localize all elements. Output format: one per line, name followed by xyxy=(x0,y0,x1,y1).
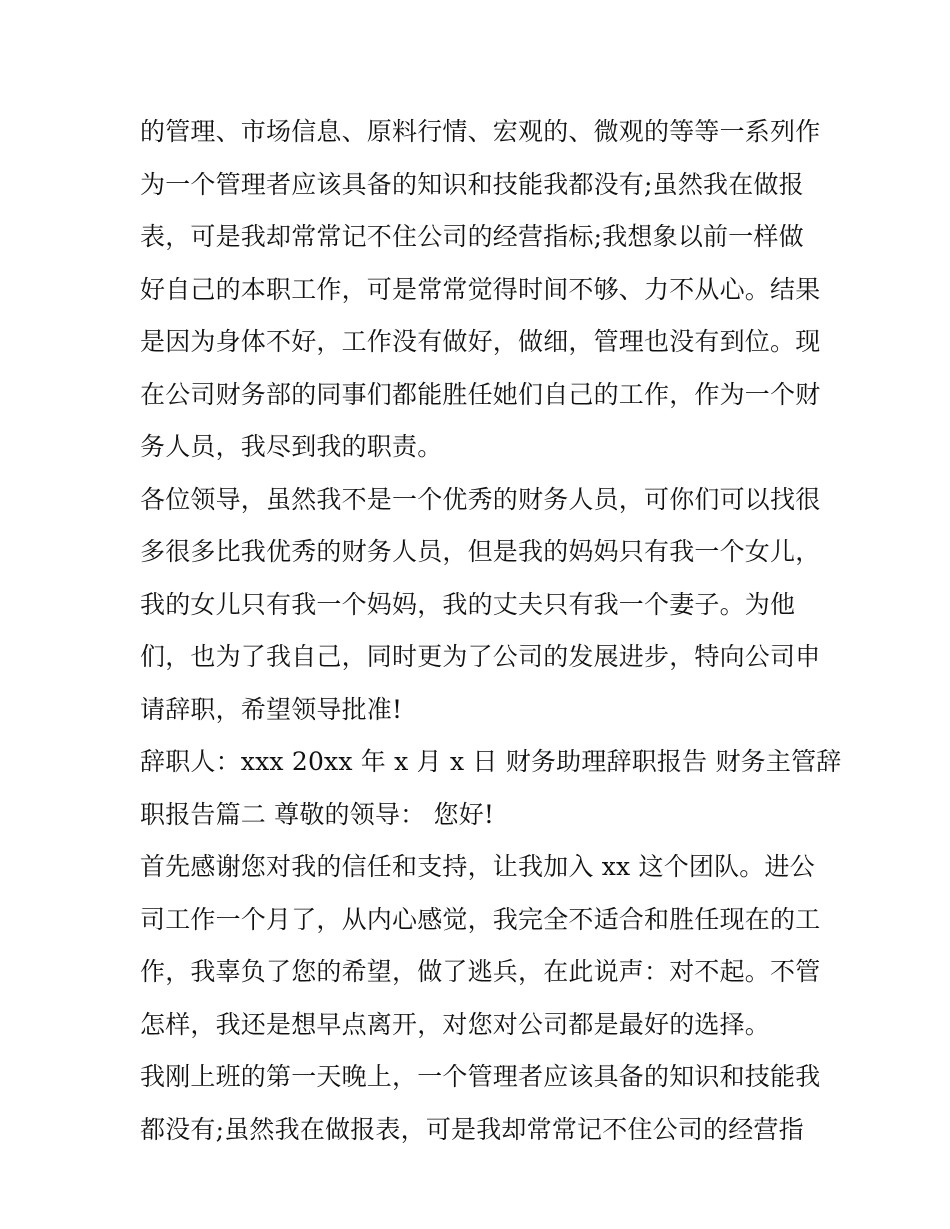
document-body xyxy=(140,106,842,1156)
text-line: 都没有;虽然我在做报表，可是我却常常记不住公司的经营指 xyxy=(140,1114,804,1144)
text-line: 我刚上班的第一天晚上，一个管理者应该具备的知识和技能我 xyxy=(140,1062,821,1091)
text-line: 怎样，我还是想早点离开，对您对公司都是最好的选择。 xyxy=(140,1009,771,1039)
text-line: 辞职人：xxx 20xx 年 x 月 x 日 财务助理辞职报告 财务主管辞 xyxy=(140,747,842,776)
text-line: 表，可是我却常常记不住公司的经营指标;我想象以前一样做 xyxy=(140,222,804,251)
text-line: 各位领导，虽然我不是一个优秀的财务人员，可你们可以找很 xyxy=(140,484,821,514)
text-line: 们，也为了我自己，同时更为了公司的发展进步，特向公司申 xyxy=(140,642,821,671)
text-line: 请辞职，希望领导批准! xyxy=(140,694,403,724)
text-line: 是因为身体不好，工作没有做好，做细，管理也没有到位。现 xyxy=(140,327,821,356)
text-line: 作，我辜负了您的希望，做了逃兵，在此说声：对不起。不管 xyxy=(140,957,821,986)
text-line: 在公司财务部的同事们都能胜任她们自己的工作，作为一个财 xyxy=(140,379,821,409)
text-line: 我的女儿只有我一个妈妈，我的丈夫只有我一个妻子。为他 xyxy=(140,589,796,619)
text-line: 的管理、市场信息、原料行情、宏观的、微观的等等一系列作 xyxy=(140,117,821,146)
text-line: 为一个管理者应该具备的知识和技能我都没有;虽然我在做报 xyxy=(140,169,804,199)
text-line: 司工作一个月了，从内心感觉，我完全不适合和胜任现在的工 xyxy=(140,904,821,934)
text-line: 多很多比我优秀的财务人员，但是我的妈妈只有我一个女儿， xyxy=(140,537,821,566)
text-line: 好自己的本职工作，可是常常觉得时间不够、力不从心。结果 xyxy=(140,274,821,304)
text-line: 务人员，我尽到我的职责。 xyxy=(140,432,443,461)
text-line: 职报告篇二 尊敬的领导： 您好! xyxy=(140,799,495,829)
text-line: 首先感谢您对我的信任和支持，让我加入 xx 这个团队。进公 xyxy=(140,852,815,881)
